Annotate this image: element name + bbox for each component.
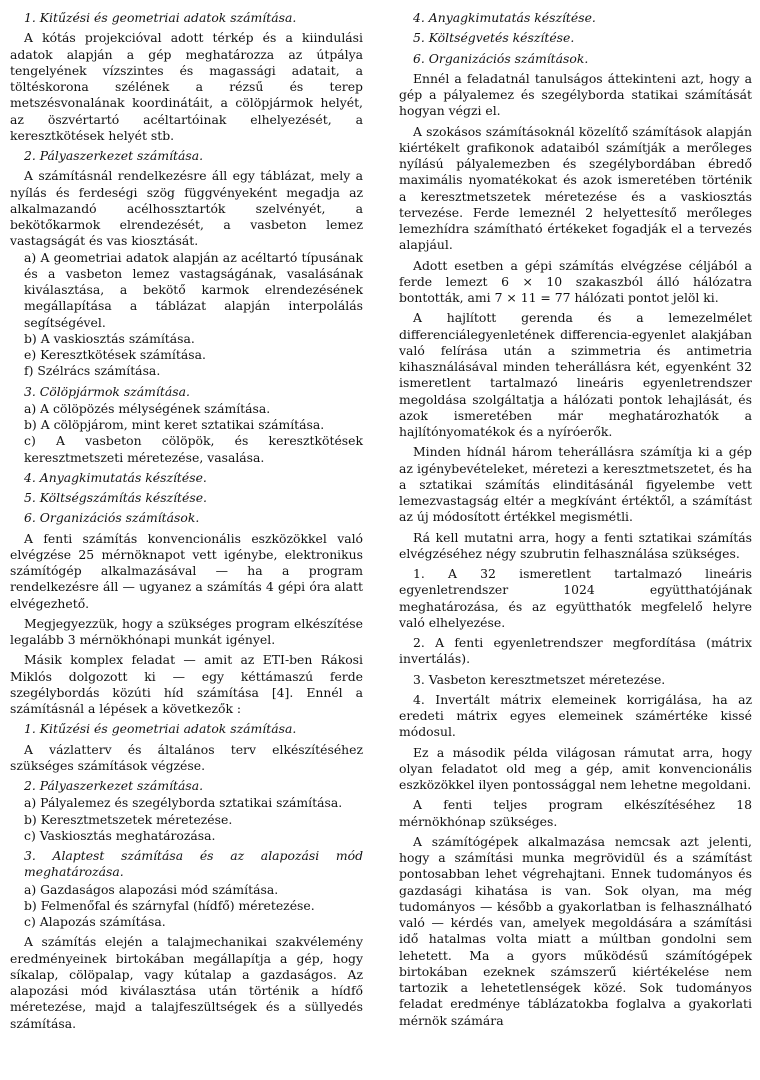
left-heading: 3. Alaptest számítása és az alapozási mód meghatározása. <box>24 848 363 880</box>
left-list-item: c) Alapozás számítása. <box>24 914 166 929</box>
left-heading: 2. Pályaszerkezet számítása. <box>24 778 204 793</box>
left-heading: 5. Költségszámítás készítése. <box>24 490 207 505</box>
right-paragraph: Adott esetben a gépi számítás elvégzése céljából a ferde lemezt 6 × 10 szakaszból álló hálózatra bontották, ami 7 × 11 = 77 hálózati pontot jelöl ki. <box>399 257 752 305</box>
left-list-item: c) Vaskiosztás meghatározása. <box>24 827 216 843</box>
left-list-item: f) Szélrács számítása. <box>24 363 161 379</box>
left-heading: 1. Kitűzési és geometriai adatok számítása. <box>24 721 297 737</box>
left-list-item: a) Pályalemez és szegélyborda sztatikai számítása. <box>24 795 343 811</box>
right-paragraph: Rá kell mutatni arra, hogy a fenti sztatikai számítás elvégzéséhez négy szubrutin felhasználása szükséges. <box>399 529 752 561</box>
left-paragraph: A számításnál rendelkezésre áll egy táblázat, mely a nyílás és ferdeségi szög függvényeként megadja az alkalmazandó acélhossztartók szelvényét, a bekötőkarmok elrendezését, a vasbeton lemez vastagságát és vas kiosztását. <box>10 168 363 249</box>
left-heading: 2. Pályaszerkezet számítása. <box>24 148 204 163</box>
left-paragraph: A kótás projekcióval adott térkép és a kiindulási adatok alapján a gép meghatározza az útpálya tengelyének vízszintes és magassági adatait, a töltéskorona szélének a rézsű és terep metszésvonalának koordinátáit, a cölöpjármok helyét, az öszvértartó acéltartóinak elhelyezését, a keresztkötések helyét stb. <box>10 30 363 143</box>
left-heading: 1. Kitűzési és geometriai adatok számítása. <box>24 10 297 25</box>
left-paragraph: Megjegyezzük, hogy a szükséges program elkészítése legalább 3 mérnökhónapi munkát igényel. <box>10 615 363 647</box>
right-paragraph: Minden hídnál három teherállásra számítja ki a gép az igénybevételeket, méretezi a keresztmetszetet, és ha a sztatikai számítás elinditásánál figyelembe vett lemezvastagság eltér a megkívánt értéktől, a számítást az új módosított értékkel megismétli. <box>399 444 752 525</box>
left-list-item: a) A geometriai adatok alapján az acéltartó típusának és a vasbeton lemez vastagságának, vasalásának kiválasztása, a bekötő karmok elrendezésének megállapítása a táblázat alapján interpolálás segítségével. <box>24 249 363 330</box>
right-paragraph: 1. A 32 ismeretlent tartalmazó lineáris egyenletrendszer 1024 együtthatójának meghatározása, és az együtthatók megfelelő helyre való elhelyezése. <box>399 566 752 630</box>
right-paragraph: A fenti teljes program elkészítéséhez 18 mérnökhónap szükséges. <box>399 797 752 829</box>
right-paragraph: 4. Invertált mátrix elemeinek korrigálása, ha az eredeti mátrix egyes elemeinek számértéke kissé módosul. <box>399 691 752 740</box>
right-paragraph: 2. A fenti egyenletrendszer megfordítása (mátrix invertálás). <box>399 635 752 667</box>
right-paragraph: 3. Vasbeton keresztmetszet méretezése. <box>413 671 666 687</box>
left-list-item: a) Gazdaságos alapozási mód számítása. <box>24 881 279 897</box>
right-paragraph: Ennél a feladatnál tanulságos áttekinteni azt, hogy a gép a pályalemez és szegélyborda statikai számítását hogyan végzi el. <box>399 70 752 119</box>
left-paragraph: A számítás elején a talajmechanikai szakvélemény eredményeinek birtokában megállapítja a gép, hogy síkalap, cölöpalap, vagy kútalap a gazdaságos. Az alapozási mód kiválasztása után történik a hídfő méretezése, majd a talajfeszültségek és a süllyedés számítása. <box>10 934 363 1031</box>
left-list-item: b) A vaskiosztás számítása. <box>24 330 195 346</box>
right-column <box>399 6 752 1029</box>
left-list-item: b) A cölöpjárom, mint keret sztatikai számítása. <box>24 417 325 432</box>
right-paragraph: Ez a második példa világosan rámutat arra, hogy olyan feladatot old meg a gép, amit konvencionális eszközökkel ilyen pontossággal nem lehetne megoldani. <box>399 744 752 792</box>
left-paragraph: A fenti számítás konvencionális eszközökkel való elvégzése 25 mérnöknapot vett igénybe, elektronikus számítógép alkalmazásával — ha a program rendelkezésre áll — ugyanez a számítás 4 gépi óra alatt elvégezhető. <box>10 530 363 611</box>
left-column <box>10 6 363 1032</box>
right-paragraph: A hajlított gerenda és a lemezelmélet differenciálegyenletének differencia-egyenlet alakjában való felírása után a szimmetria és antimetria kihasználásával minden teherállásra két, egyenként 32 ismeretlent tartalmazó lineáris egyenletrendszer megoldása szolgáltatja a hálózati pontok lehajlását, és azok ismeretében már meghatározhatók a hajlítónyomatékok és a nyíróerők. <box>399 310 752 439</box>
left-heading: 4. Anyagkimutatás készítése. <box>24 469 207 485</box>
right-heading: 5. Költségvetés készítése. <box>413 30 575 46</box>
left-list-item: b) Felmenőfal és szárnyfal (hídfő) méretezése. <box>24 897 315 913</box>
right-heading: 6. Organizációs számítások. <box>413 50 589 66</box>
left-heading: 3. Cölöpjármok számítása. <box>24 383 190 399</box>
left-list-item: e) Keresztkötések számítása. <box>24 347 206 362</box>
left-list-item: c) A vasbeton cölöpök, és keresztkötések keresztmetszeti méretezése, vasalása. <box>24 433 363 465</box>
left-paragraph: A vázlatterv és általános terv elkészítéséhez szükséges számítások végzése. <box>10 741 363 773</box>
left-list-item: a) A cölöpözés mélységének számítása. <box>24 400 271 416</box>
right-paragraph: A szokásos számításoknál közelítő számítások alapján kiértékelt grafikonok adataiból számítják a merőleges nyílású pályalemezben és szegélybordában ébredő maximális nyomatékokat és azok ismeretében történik a keresztmetszetek méretezése és a vaskiosztás tervezése. Ferde lemeznél 2 helyettesítő merőleges lemezhídra számítható értékeket fogadják el a tervezés alapjául. <box>399 123 752 253</box>
left-paragraph: Másik komplex feladat — amit az ETI-ben Rákosi Miklós dolgozott ki — egy kéttámaszú ferde szegélybordás közúti híd számítása [4]. Ennél a számításnál a lépések a következők : <box>10 652 363 716</box>
right-paragraph: A számítógépek alkalmazása nemcsak azt jelenti, hogy a számítási munka megrövidül és a számítást pontosabban lehet végrehajtani. Ennek tudományos és gazdasági kihatása is van. Sok olyan, ma még tudományos — később a gyakorlatban is felhasználható való — kérdés van, amelyek megoldására a számítási idő hatalmas volta miatt a múltban gondolni sem lehetett. Ma a gyors működésű számítógépek birtokában ezeknek számszerű kiértékelése nem tartozik a lehetetlenségek közé. Sok tudományos feladat eredménye táblázatokba foglalva a gyakorlati mérnök számára <box>399 833 752 1028</box>
left-list-item: b) Keresztmetszetek méretezése. <box>24 811 233 827</box>
left-heading: 6. Organizációs számítások. <box>24 510 200 526</box>
right-heading: 4. Anyagkimutatás készítése. <box>413 10 596 25</box>
